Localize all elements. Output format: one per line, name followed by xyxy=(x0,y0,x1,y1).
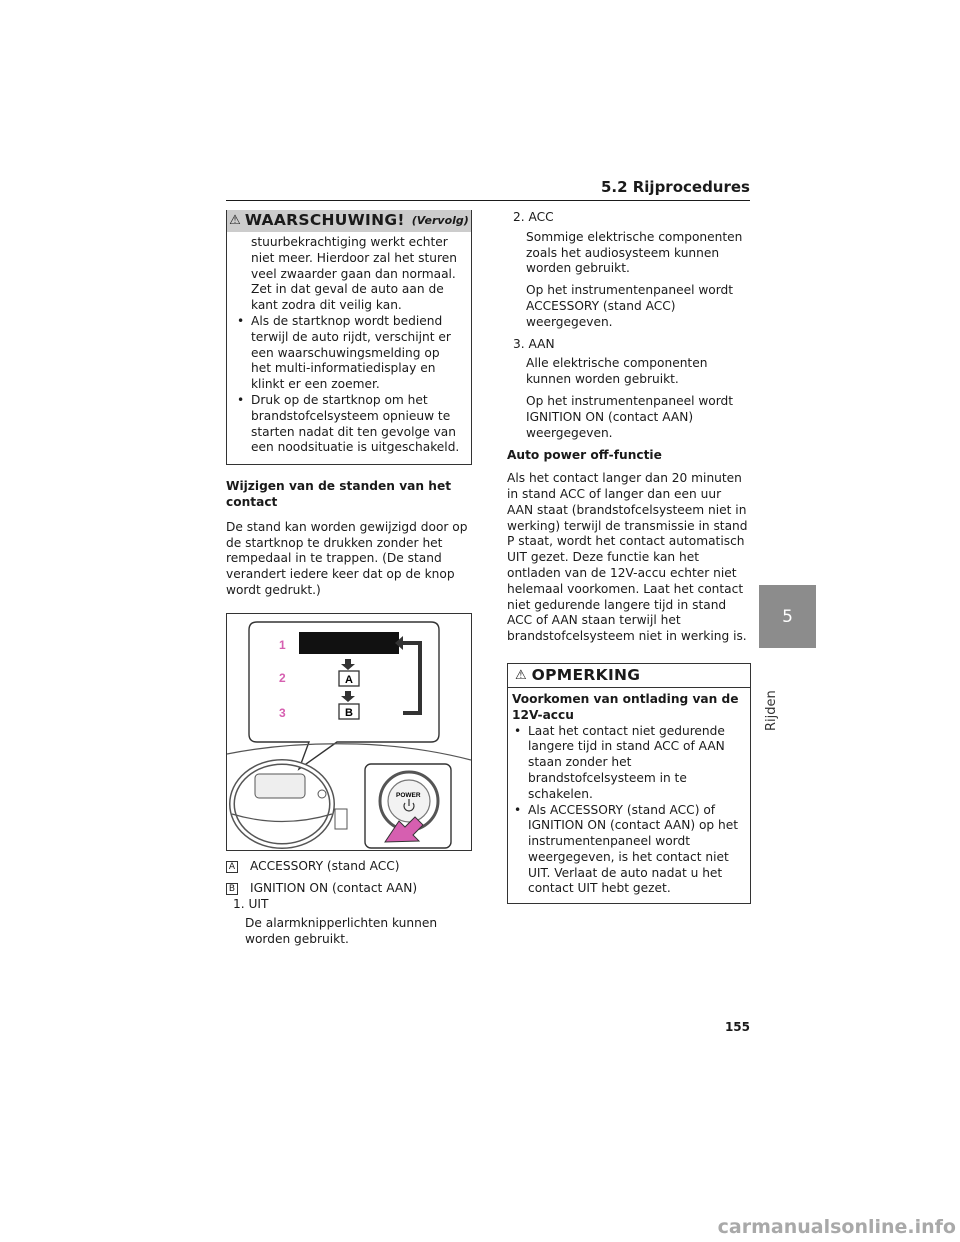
step-label: 3. AAN xyxy=(513,336,555,351)
note-body xyxy=(508,688,750,903)
warning-subtitle: (Vervolg) xyxy=(411,214,469,228)
warning-box xyxy=(226,210,472,465)
warning-bullet: • Als de startknop wordt bediend terwijl de auto rijdt, verschijnt er een waarschuwingsmelding op het multi-informatiedisplay en klinkt er een zoemer. xyxy=(235,314,463,393)
section-heading: Wijzigen van de standen van het contact xyxy=(226,479,452,509)
badge-a-text: A xyxy=(345,673,353,686)
warning-intro: stuurbekrachtiging werkt echter niet meer. Hierdoor zal het sturen veel zwaarder gaan dan normaal. Zet in dat geval de auto aan de kant zodra dit veilig kan. xyxy=(251,235,457,313)
header-divider xyxy=(226,200,750,201)
power-switch-figure xyxy=(226,613,472,851)
chapter-label: Rijden xyxy=(764,690,779,731)
dashboard-line xyxy=(227,743,471,759)
legend-text-a: ACCESSORY (stand ACC) xyxy=(250,858,400,873)
step-description: De alarmknipperlichten kunnen worden gebruikt. xyxy=(245,916,438,946)
section-body: De stand kan worden gewijzigd door op de startknop te drukken zonder het rempedaal in te trappen. (De stand verandert iedere keer dat op de knop wordt gedrukt.) xyxy=(226,519,468,597)
auto-power-body: Als het contact langer dan 20 minuten in stand ACC of langer dan een uur AAN staat (brandstofcelsysteem niet in werking) terwijl de transmissie in stand P staat, wordt het contact automatisch UIT gezet. Deze functie kan het ontladen van de 12V-accu echter niet helemaal voorkomen. Laat het contact niet gedurende langere tijd in stand ACC of AAN staan terwijl het brandstofcelsysteem niet in werking is. xyxy=(507,471,748,644)
step-description: Sommige elektrische componenten zoals het audiosysteem kunnen worden gebruikt. xyxy=(526,229,743,276)
blank-display xyxy=(299,632,399,654)
note-header xyxy=(508,664,750,688)
chapter-tab[interactable]: 5 xyxy=(759,585,816,648)
note-bullet: • Als ACCESSORY (stand ACC) of IGNITION ON (contact AAN) op het instrumentenpaneel wordt weergegeven, is het contact niet UIT. Verlaat de auto nadat u het contact UIT hebt gezet. xyxy=(512,803,746,898)
note-bullet: • Laat het contact niet gedurende langere tijd in stand ACC of AAN staan zonder het brandstofcelsysteem in te schakelen. xyxy=(512,724,746,803)
watermark: carmanualsonline.info xyxy=(717,1216,956,1238)
step-description: Op het instrumentenpaneel wordt ACCESSORY (stand ACC) weergegeven. xyxy=(526,283,734,329)
instrument-panel xyxy=(255,774,305,798)
step-2-label: 2 xyxy=(279,670,286,685)
left-column xyxy=(226,210,472,948)
page-number: 155 xyxy=(724,1020,750,1034)
note-warning-icon: ⚠ xyxy=(515,667,527,683)
wheel-spoke xyxy=(232,814,332,822)
warning-header xyxy=(227,210,471,232)
switch-icon xyxy=(318,790,326,798)
note-title: OPMERKING xyxy=(531,665,641,684)
section-header-title: 5.2 Rijprocedures xyxy=(600,178,750,196)
warning-triangle-icon: ⚠ xyxy=(229,213,241,229)
note-heading: Voorkomen van ontlading van de 12V-accu xyxy=(512,691,739,722)
step-description: Op het instrumentenpaneel wordt IGNITION ON (contact AAN) weergegeven. xyxy=(526,393,734,440)
legend-item-b xyxy=(226,881,472,897)
step-label: 2. ACC xyxy=(513,210,554,224)
badge-b-text: B xyxy=(345,706,353,719)
figure-illustration xyxy=(227,614,471,850)
legend-text-b: IGNITION ON (contact AAN) xyxy=(250,880,418,895)
warning-bullet: • Druk op de startknop om het brandstofcelsysteem opnieuw te starten nadat dit ten gevolge van een noodsituatie is uitgeschakeld. xyxy=(235,393,463,456)
warning-body xyxy=(227,232,471,464)
right-column xyxy=(507,210,751,904)
note-box xyxy=(507,663,751,904)
auto-power-heading: Auto power off-functie xyxy=(507,448,662,463)
step-description: Alle elektrische componenten kunnen worden gebruikt. xyxy=(526,356,708,387)
lever-icon xyxy=(335,809,347,829)
step-label: 1. UIT xyxy=(233,897,269,912)
power-button-label: POWER xyxy=(396,791,421,799)
warning-title: WAARSCHUWING! xyxy=(244,211,405,230)
legend-item-a xyxy=(226,859,472,875)
legend-badge-a: A xyxy=(226,861,238,873)
step-3-label: 3 xyxy=(279,705,286,720)
legend-badge-b: B xyxy=(226,883,238,895)
step-1-label: 1 xyxy=(279,637,286,652)
